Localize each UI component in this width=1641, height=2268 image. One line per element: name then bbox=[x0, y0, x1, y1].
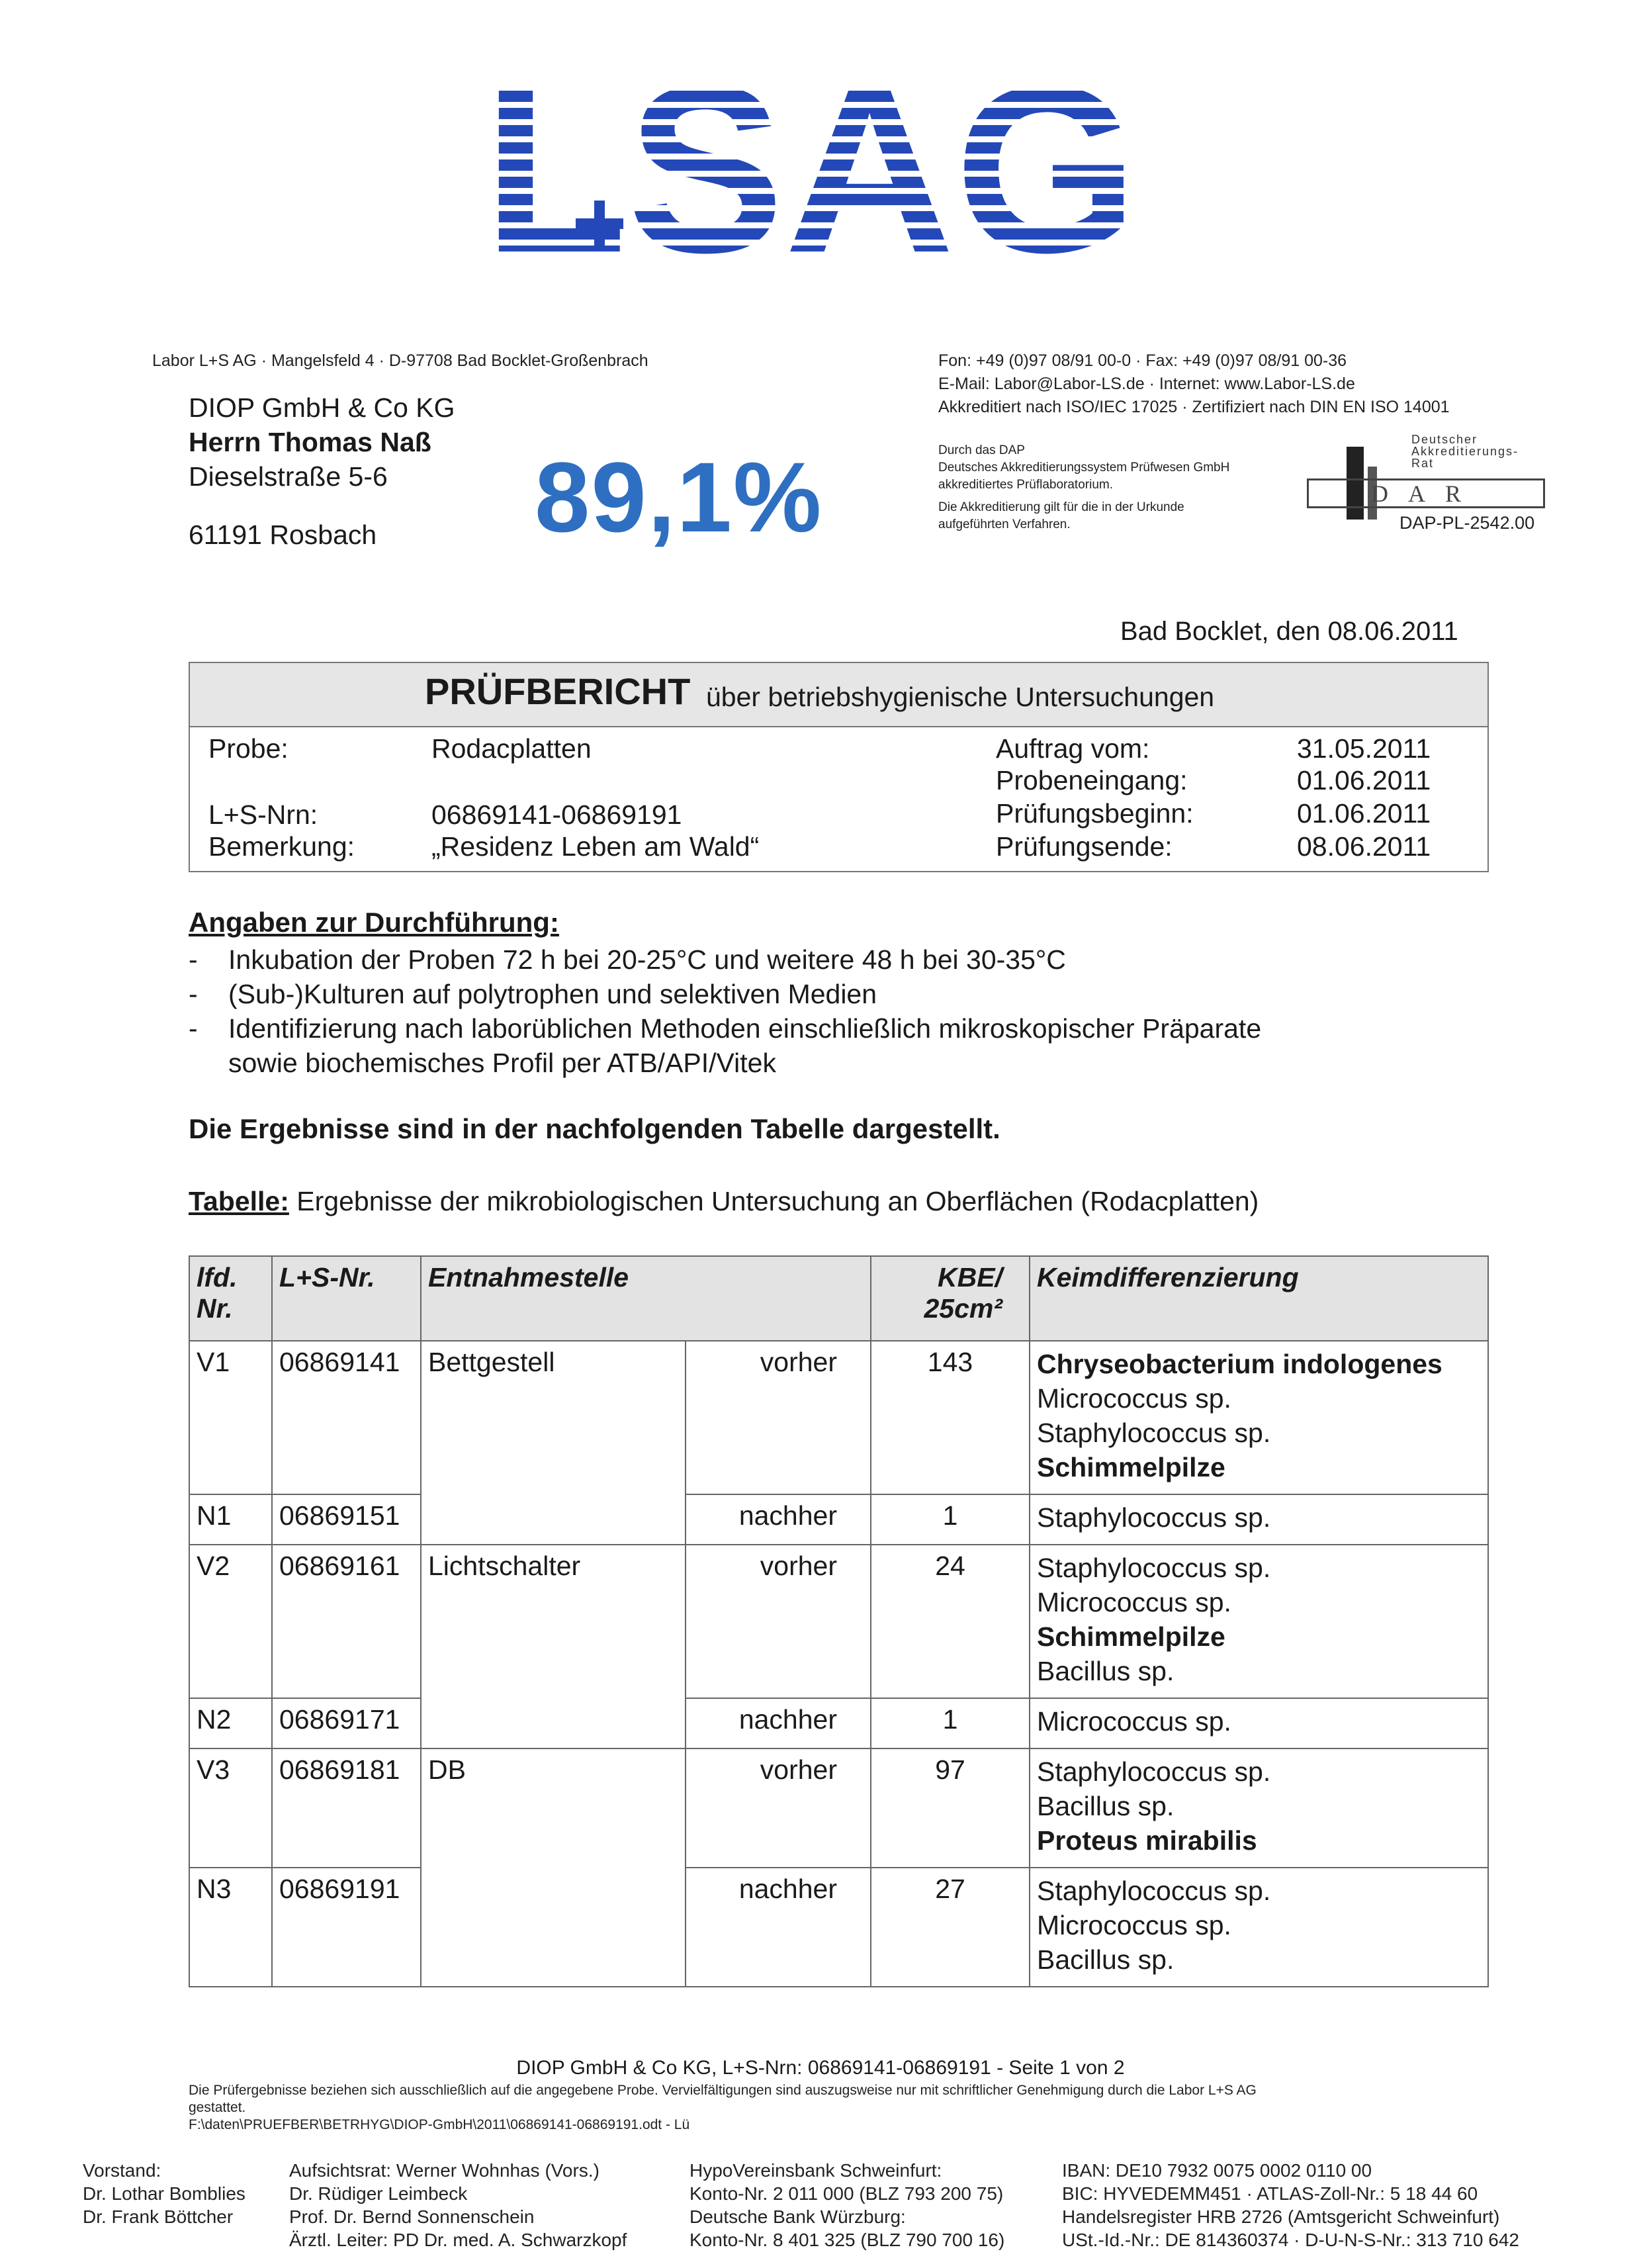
list-item-text: (Sub-)Kulturen auf polytrophen und selektiven Medien bbox=[228, 979, 877, 1009]
report-subtitle: über betriebshygienische Untersuchungen bbox=[706, 682, 1215, 712]
cell-zeit: vorher bbox=[686, 1341, 871, 1494]
recipient-person: Herrn Thomas Naß bbox=[189, 427, 431, 457]
germ-name: Bacillus sp. bbox=[1037, 1656, 1175, 1686]
footer-text: Dr. Frank Böttcher bbox=[83, 2206, 234, 2227]
cell-lfd: N3 bbox=[189, 1868, 272, 1987]
footer-text: Dr. Rüdiger Leimbeck bbox=[289, 2183, 468, 2204]
footer-text: Prof. Dr. Bernd Sonnenschein bbox=[289, 2206, 535, 2227]
recipient-city: 61191 Rosbach bbox=[189, 520, 377, 550]
dap-number: DAP-PL-2542.00 bbox=[1399, 513, 1535, 533]
cell-stelle: DB bbox=[421, 1748, 686, 1987]
footer-text: Konto-Nr. 8 401 325 (BLZ 790 700 16) bbox=[689, 2230, 1005, 2250]
table-caption-text: Ergebnisse der mikrobiologischen Untersuchung an Oberflächen (Rodacplatten) bbox=[296, 1186, 1259, 1216]
table-row bbox=[189, 1545, 1488, 1698]
cell-keime bbox=[1030, 1868, 1488, 1987]
cell-kbe: 1 bbox=[871, 1494, 1030, 1545]
germ-name: Staphylococcus sp. bbox=[1037, 1553, 1271, 1583]
cell-kbe: 1 bbox=[871, 1698, 1030, 1748]
dar-caption-line: Akkreditierungs- bbox=[1411, 445, 1519, 458]
cell-lfd: V1 bbox=[189, 1341, 272, 1494]
footer-col-bank bbox=[689, 2159, 1004, 2251]
table-row bbox=[189, 1698, 1488, 1748]
cell-zeit: nachher bbox=[686, 1868, 871, 1987]
footer-col-supervisory bbox=[289, 2159, 627, 2251]
dar-caption-line: Rat bbox=[1411, 457, 1435, 470]
table-header-row bbox=[189, 1256, 1488, 1341]
cell-keime bbox=[1030, 1545, 1488, 1698]
cell-lsnr: 06869151 bbox=[272, 1494, 421, 1545]
cell-kbe: 27 bbox=[871, 1868, 1030, 1987]
dap-line: aufgeführten Verfahren. bbox=[938, 518, 1071, 531]
list-item: - (Sub-)Kulturen auf polytrophen und selektiven Medien bbox=[189, 977, 1499, 1011]
auftrag-value: 31.05.2011 bbox=[1297, 733, 1431, 764]
cell-lsnr: 06869141 bbox=[272, 1341, 421, 1494]
cell-zeit: nachher bbox=[686, 1494, 871, 1545]
recipient-street: Dieselstraße 5-6 bbox=[189, 461, 388, 492]
cell-zeit: vorher bbox=[686, 1748, 871, 1868]
footer-text: Vorstand: bbox=[83, 2160, 161, 2181]
footer-text: IBAN: DE10 7932 0075 0002 0110 00 bbox=[1062, 2160, 1372, 2181]
results-heading: Die Ergebnisse sind in der nachfolgenden Tabelle dargestellt. bbox=[189, 1113, 1000, 1144]
list-item-continued bbox=[189, 1046, 1499, 1080]
germ-name: Schimmelpilze bbox=[1037, 1452, 1225, 1482]
footer-text: Ärztl. Leiter: PD Dr. med. A. Schwarzkopf bbox=[289, 2230, 627, 2250]
company-logo bbox=[483, 56, 1138, 261]
dap-line: Die Akkreditierung gilt für die in der Urkunde bbox=[938, 500, 1184, 514]
header-text: KBE/ bbox=[938, 1262, 1002, 1293]
list-item-text: Identifizierung nach laborüblichen Methoden einschließlich mikroskopischer Präparate bbox=[228, 1013, 1262, 1044]
germ-name: Staphylococcus sp. bbox=[1037, 1756, 1271, 1787]
cell-zeit: vorher bbox=[686, 1545, 871, 1698]
contact-phone: Fon: +49 (0)97 08/91 00-0 · Fax: +49 (0)97 08/91 00-36 bbox=[938, 351, 1347, 370]
header-text: 25cm² bbox=[924, 1293, 1002, 1324]
footer-col-board bbox=[83, 2159, 245, 2228]
cell-lsnr: 06869181 bbox=[272, 1748, 421, 1868]
durchfuehrung-list bbox=[189, 942, 1499, 1080]
eingang-value: 01.06.2011 bbox=[1297, 765, 1431, 795]
report-title-bar bbox=[190, 663, 1487, 727]
dap-line: Deutsches Akkreditierungssystem Prüfwesen GmbH bbox=[938, 461, 1230, 475]
germ-name: Staphylococcus sp. bbox=[1037, 1876, 1271, 1906]
dar-caption bbox=[1411, 433, 1519, 469]
list-item-text: sowie biochemisches Profil per ATB/API/Vitek bbox=[228, 1048, 776, 1078]
table-row bbox=[189, 1494, 1488, 1545]
germ-name: Staphylococcus sp. bbox=[1037, 1418, 1271, 1448]
nrn-label: L+S-Nrn: bbox=[208, 799, 318, 830]
cell-kbe: 143 bbox=[871, 1341, 1030, 1494]
germ-name: Micrococcus sp. bbox=[1037, 1706, 1231, 1737]
file-path: F:\daten\PRUEFBER\BETRHYG\DIOP-GmbH\2011\06869141-06869191.odt - Lü bbox=[189, 2117, 690, 2132]
cell-kbe: 97 bbox=[871, 1748, 1030, 1868]
header-lfd bbox=[189, 1256, 272, 1341]
durchfuehrung-heading: Angaben zur Durchführung: bbox=[189, 907, 559, 938]
footer-text: Aufsichtsrat: Werner Wohnhas (Vors.) bbox=[289, 2160, 599, 2181]
cell-lsnr: 06869171 bbox=[272, 1698, 421, 1748]
cell-kbe: 24 bbox=[871, 1545, 1030, 1698]
header-lsnr: L+S-Nr. bbox=[272, 1256, 421, 1341]
header-entnahme: Entnahmestelle bbox=[421, 1256, 871, 1341]
cell-keime bbox=[1030, 1494, 1488, 1545]
cell-lfd: V3 bbox=[189, 1748, 272, 1868]
auftrag-label: Auftrag vom: bbox=[996, 733, 1150, 764]
disclaimer-line: gestattet. bbox=[189, 2100, 246, 2115]
cell-keime bbox=[1030, 1341, 1488, 1494]
report-header-box bbox=[189, 662, 1489, 872]
table-caption bbox=[189, 1186, 1259, 1217]
cell-zeit: nachher bbox=[686, 1698, 871, 1748]
percentage-overlay: 89,1% bbox=[535, 441, 823, 553]
date-line: Bad Bocklet, den 08.06.2011 bbox=[1120, 617, 1458, 646]
footer-text: USt.-Id.-Nr.: DE 814360374 · D-U-N-S-Nr.: 313 710 642 bbox=[1062, 2230, 1519, 2250]
report-title: PRÜFBERICHT bbox=[425, 670, 691, 712]
germ-name: Chryseobacterium indologenes bbox=[1037, 1349, 1442, 1379]
germ-name: Schimmelpilze bbox=[1037, 1621, 1225, 1652]
footer-text: Deutsche Bank Würzburg: bbox=[689, 2206, 906, 2227]
cell-lfd: V2 bbox=[189, 1545, 272, 1698]
list-item: - Identifizierung nach laborüblichen Methoden einschließlich mikroskopischer Präparate bbox=[189, 1011, 1499, 1046]
dap-text bbox=[938, 442, 1229, 533]
ende-value: 08.06.2011 bbox=[1297, 831, 1431, 862]
table-row bbox=[189, 1748, 1488, 1868]
nrn-value: 06869141-06869191 bbox=[431, 799, 682, 830]
cell-lfd: N1 bbox=[189, 1494, 272, 1545]
table-row bbox=[189, 1341, 1488, 1494]
germ-name: Staphylococcus sp. bbox=[1037, 1502, 1271, 1533]
sender-line: Labor L+S AG · Mangelsfeld 4 · D-97708 Bad Bocklet-Großenbrach bbox=[152, 351, 648, 370]
footer-text: Dr. Lothar Bomblies bbox=[83, 2183, 245, 2204]
cell-stelle: Bettgestell bbox=[421, 1341, 686, 1545]
footer-text: HypoVereinsbank Schweinfurt: bbox=[689, 2160, 942, 2181]
dap-line: akkreditiertes Prüflaboratorium. bbox=[938, 478, 1113, 492]
cell-keime bbox=[1030, 1748, 1488, 1868]
footer-disclaimer bbox=[189, 2082, 1505, 2134]
header-kbe bbox=[871, 1256, 1030, 1341]
beginn-value: 01.06.2011 bbox=[1297, 798, 1431, 829]
recipient-company: DIOP GmbH & Co KG bbox=[189, 392, 455, 423]
disclaimer-line: Die Prüfergebnisse beziehen sich ausschließlich auf die angegebene Probe. Vervielfältigungen sind auszugsweise nur mit schriftlicher Genehmigung durch die Labor L+S AG bbox=[189, 2083, 1257, 2098]
contact-accreditation: Akkreditiert nach ISO/IEC 17025 · Zertifiziert nach DIN EN ISO 14001 bbox=[938, 398, 1450, 416]
table-caption-label: Tabelle: bbox=[189, 1186, 289, 1216]
dar-stamp: DAR bbox=[1307, 478, 1545, 508]
page-footer-line: DIOP GmbH & Co KG, L+S-Nrn: 06869141-06869191 - Seite 1 von 2 bbox=[516, 2057, 1125, 2079]
cell-lfd: N2 bbox=[189, 1698, 272, 1748]
header-text: Nr. bbox=[197, 1293, 233, 1324]
footer-col-registry bbox=[1062, 2159, 1519, 2251]
results-table bbox=[189, 1255, 1489, 1987]
footer-text: Handelsregister HRB 2726 (Amtsgericht Schweinfurt) bbox=[1062, 2206, 1500, 2227]
germ-name: Micrococcus sp. bbox=[1037, 1383, 1231, 1414]
header-keim: Keimdifferenzierung bbox=[1030, 1256, 1488, 1341]
list-item-text: Inkubation der Proben 72 h bei 20-25°C und weitere 48 h bei 30-35°C bbox=[228, 944, 1066, 975]
cell-stelle: Lichtschalter bbox=[421, 1545, 686, 1748]
germ-name: Micrococcus sp. bbox=[1037, 1910, 1231, 1940]
bemerkung-label: Bemerkung: bbox=[208, 831, 355, 862]
germ-name: Proteus mirabilis bbox=[1037, 1825, 1257, 1856]
cell-keime bbox=[1030, 1698, 1488, 1748]
list-item: - Inkubation der Proben 72 h bei 20-25°C und weitere 48 h bei 30-35°C bbox=[189, 942, 1499, 977]
ende-label: Prüfungsende: bbox=[996, 831, 1173, 862]
eingang-label: Probeneingang: bbox=[996, 765, 1188, 795]
header-text: lfd. bbox=[197, 1262, 238, 1293]
contact-block bbox=[938, 349, 1450, 419]
probe-value: Rodacplatten bbox=[431, 733, 592, 764]
contact-email: E-Mail: Labor@Labor-LS.de · Internet: www.Labor-LS.de bbox=[938, 375, 1355, 393]
probe-label: Probe: bbox=[208, 733, 288, 764]
germ-name: Bacillus sp. bbox=[1037, 1944, 1175, 1975]
dap-line: Durch das DAP bbox=[938, 443, 1025, 457]
dar-caption-line: Deutscher bbox=[1411, 433, 1478, 446]
germ-name: Micrococcus sp. bbox=[1037, 1587, 1231, 1617]
cell-lsnr: 06869161 bbox=[272, 1545, 421, 1698]
recipient-address bbox=[189, 390, 455, 552]
bemerkung-value: „Residenz Leben am Wald“ bbox=[431, 831, 760, 862]
cell-lsnr: 06869191 bbox=[272, 1868, 421, 1987]
lsag-logo-icon bbox=[483, 56, 1138, 261]
germ-name: Bacillus sp. bbox=[1037, 1791, 1175, 1821]
footer-text: BIC: HYVEDEMM451 · ATLAS-Zoll-Nr.: 5 18 44 60 bbox=[1062, 2183, 1478, 2204]
footer-text: Konto-Nr. 2 011 000 (BLZ 793 200 75) bbox=[689, 2183, 1004, 2204]
beginn-label: Prüfungsbeginn: bbox=[996, 798, 1194, 829]
table-row bbox=[189, 1868, 1488, 1987]
